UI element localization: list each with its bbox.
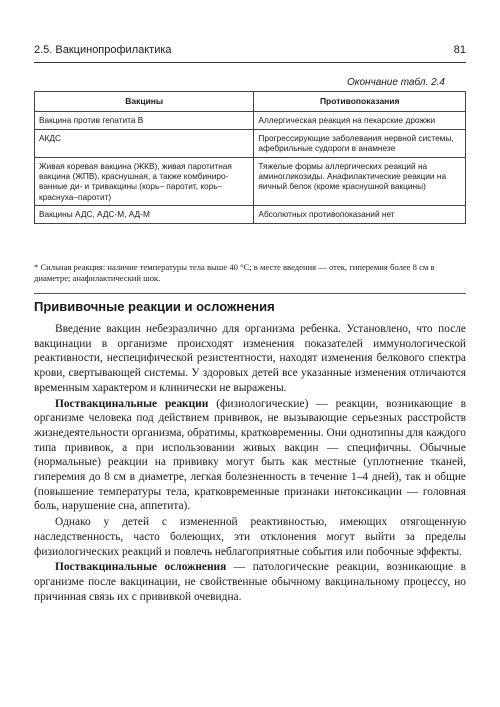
table-footnote: * Сильная реакция: наличие температуры тела выше 40 °C; в месте введения — отек, гиперемия более 8 см в диаметре; анафилактический шок. [34,262,435,283]
term-postvaccinal-complications: Поствакцинальные осложнения [55,561,227,574]
contraindications-table [34,91,466,224]
table-row [35,157,466,206]
paragraph-complications-text: — патологические реакции, возникающие в организме после вакцинации, не свойственные обычному вакцинальному процессу, но причинная связь их с прививкой очевидна. [34,561,466,603]
running-header [34,44,466,60]
section-heading: Прививочные реакции и осложнения [34,299,275,314]
contraindication-cell: Абсолютных противопоказаний нет [254,206,466,223]
header-divider [34,62,466,63]
section-title: 2.5. Вакцинопрофилактика [34,44,172,56]
column-header-vaccines: Вакцины [35,92,254,112]
contraindication-cell: Аллергическая реакция на пекарские дрожжи [254,112,466,129]
page-number: 81 [453,44,466,56]
vaccine-cell: Живая коревая вакцина (ЖКВ), живая паротитная вакцина (ЖПВ), краснушная, а также комбиниро- ванные ди- и тривакцины (корь– паротит, корь–краснуха–паротит) [35,157,254,206]
term-postvaccinal-reactions: Поствакцинальные реакции [55,397,209,410]
vaccine-cell: Вакцина против гепатита B [35,112,254,129]
table-row [35,206,466,223]
contraindication-cell: Прогрессирующие заболевания нервной системы, афебрильные судороги в анамнезе [254,129,466,157]
footnote-divider [34,293,466,294]
table-row [35,112,466,129]
body-text [34,322,466,605]
contraindication-cell: Тяжелые формы аллергических реакций на аминогликозиды. Анафилактические реакции на яичный белок (кроме краснушной вакцины) [254,157,466,206]
table-caption: Окончание табл. 2.4 [347,77,445,88]
paragraph-reactions [34,397,466,515]
vaccine-cell: АКДС [35,129,254,157]
paragraph-altered-reactivity: Однако у детей с измененной реактивностью, имеющих отягощенную наследственность, часто болеющих, эти отклонения могут выйти за пределы физиологических реакций и повлечь неблагоприятные события или побочные эффекты. [34,516,466,558]
table-row [35,129,466,157]
paragraph-reactions-text: (физиологические) — реакции, возникающие в организме человека под действием прививок, не вызывающие серьезных расстройств жизнедеятельности организма, обратимы, кратковременны. Они однотипны для каждого типа прививок, а при использовании живых вакцин — специфичны. Обычные (нормальные) реакции на прививку могут быть как местные (уплотнение тканей, гиперемия до 8 см в диаметре, легкая болезненность в течение 1–4 дней), так и общие (повышение температуры тела, кратковременные признаки интоксикации — головная боль, нарушение сна, аппетита). [34,397,466,513]
vaccine-cell: Вакцины АДС, АДС-М, АД-М [35,206,254,223]
column-header-contraindications: Противопоказания [254,92,466,112]
table-header-row [35,92,466,112]
paragraph-complications [34,560,466,604]
paragraph-intro: Введение вакцин небезразлично для организма ребенка. Установлено, что после вакцинации в организме происходят изменения показателей иммунологической реактивности, неспецифической резистентности, находят изменения белкового спектра крови, свертывающей системы. У здоровых детей все указанные изменения отличаются временным характером и клинически не выражены. [34,323,466,394]
